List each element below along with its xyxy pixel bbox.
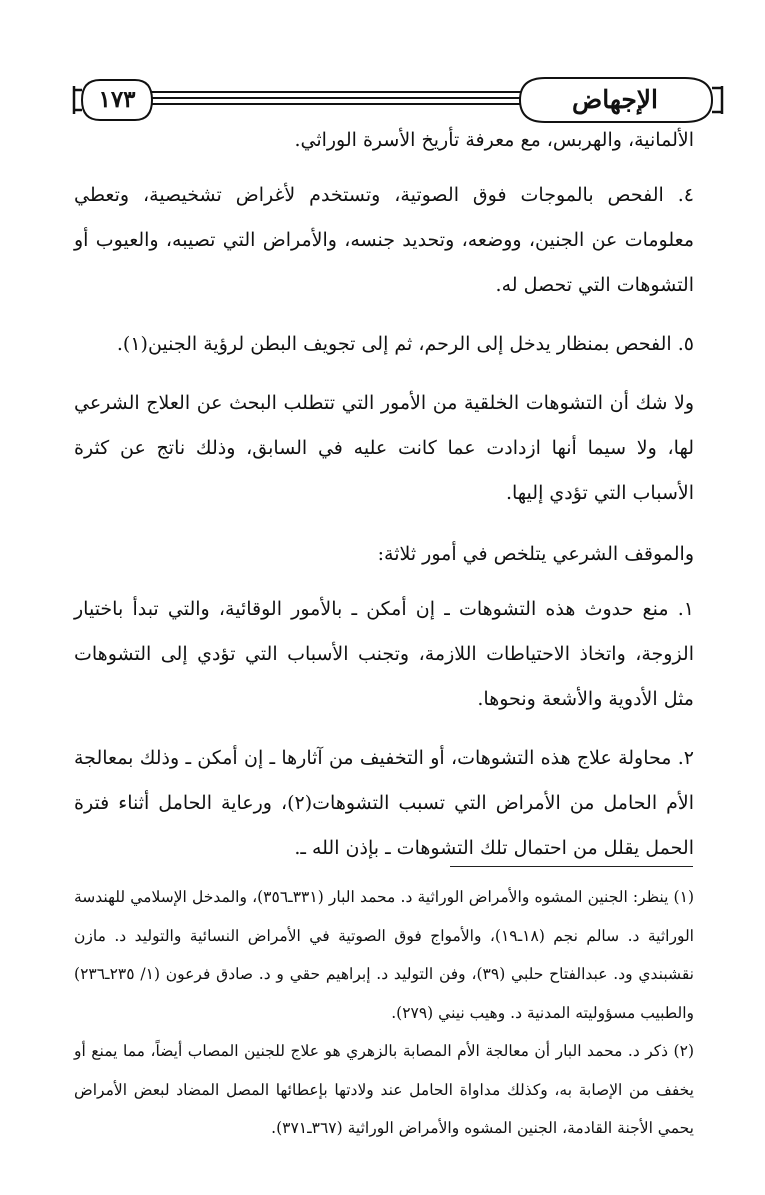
list-item-5: ٥. الفحص بمنظار يدخل إلى الرحم، ثم إلى تجويف البطن لرؤية الجنين(١). — [116, 333, 694, 355]
footnote-separator — [450, 866, 693, 867]
continued-line: الألمانية، والهربس، مع معرفة تأريخ الأسرة الوراثي. — [294, 129, 694, 151]
page-number: ١٧٣ — [98, 86, 136, 113]
main-text — [74, 118, 694, 885]
chapter-title: الإجهاض — [571, 85, 659, 114]
page-header — [0, 0, 765, 130]
list-item-4: ٤. الفحص بالموجات فوق الصوتية، وتستخدم لأغراض تشخيصية، وتعطي معلومات عن الجنين، ووضعه، وتحديد جنسه، والأمراض التي تصيبه، والعيوب أو التشوهات التي تحصل له. — [74, 184, 694, 296]
footnotes — [74, 878, 694, 1148]
footnote-2: (٢) ذكر د. محمد البار أن معالجة الأم المصابة بالزهري هو علاج للجنين المصاب أيضاً، مما يمنع أو يخفف من الإصابة به، وكذلك مداواة الحامل عند ولادتها بإعطائها المصل المضاد لبعض الأمراض يحمي الأجنة القادمة، الجنين المشوه والأمراض الوراثية (٣٦٧ـ٣٧١). — [74, 1042, 694, 1137]
paragraph-deformities: ولا شك أن التشوهات الخلقية من الأمور التي تتطلب البحث عن العلاج الشرعي لها، ولا سيما أنها ازدادت عما كانت عليه في السابق، وذلك ناتج عن كثرة الأسباب التي تؤدي إليها. — [74, 392, 694, 504]
paragraph-legal-position: والموقف الشرعي يتلخص في أمور ثلاثة: — [377, 543, 694, 565]
footnote-1: (١) ينظر: الجنين المشوه والأمراض الوراثية د. محمد البار (٣٣١ـ٣٥٦)، والمدخل الإسلامي للهندسة الوراثية د. سالم نجم (١٨ـ١٩)، والأمواج فوق الصوتية في الأمراض النسائية والتوليد د. مازن نقشبندي ود. عبدالفتاح حلبي (٣٩)، وفن التوليد د. إبراهيم حقي و د. صادق فرعون (١/ ٢٣٥ـ٢٣٦) والطبيب مسؤوليته المدنية د. وهيب نيني (٢٧٩). — [74, 888, 694, 1022]
legal-item-2: ٢. محاولة علاج هذه التشوهات، أو التخفيف من آثارها ـ إن أمكن ـ وذلك بمعالجة الأم الحامل من الأمراض التي تسبب التشوهات(٢)، ورعاية الحامل أثناء فترة الحمل يقلل من احتمال تلك التشوهات ـ بإذن الله ـ. — [74, 747, 694, 859]
legal-item-1: ١. منع حدوث هذه التشوهات ـ إن أمكن ـ بالأمور الوقائية، والتي تبدأ باختيار الزوجة، واتخاذ الاحتياطات اللازمة، وتجنب الأسباب التي تؤدي إلى التشوهات مثل الأدوية والأشعة ونحوها. — [74, 598, 694, 710]
